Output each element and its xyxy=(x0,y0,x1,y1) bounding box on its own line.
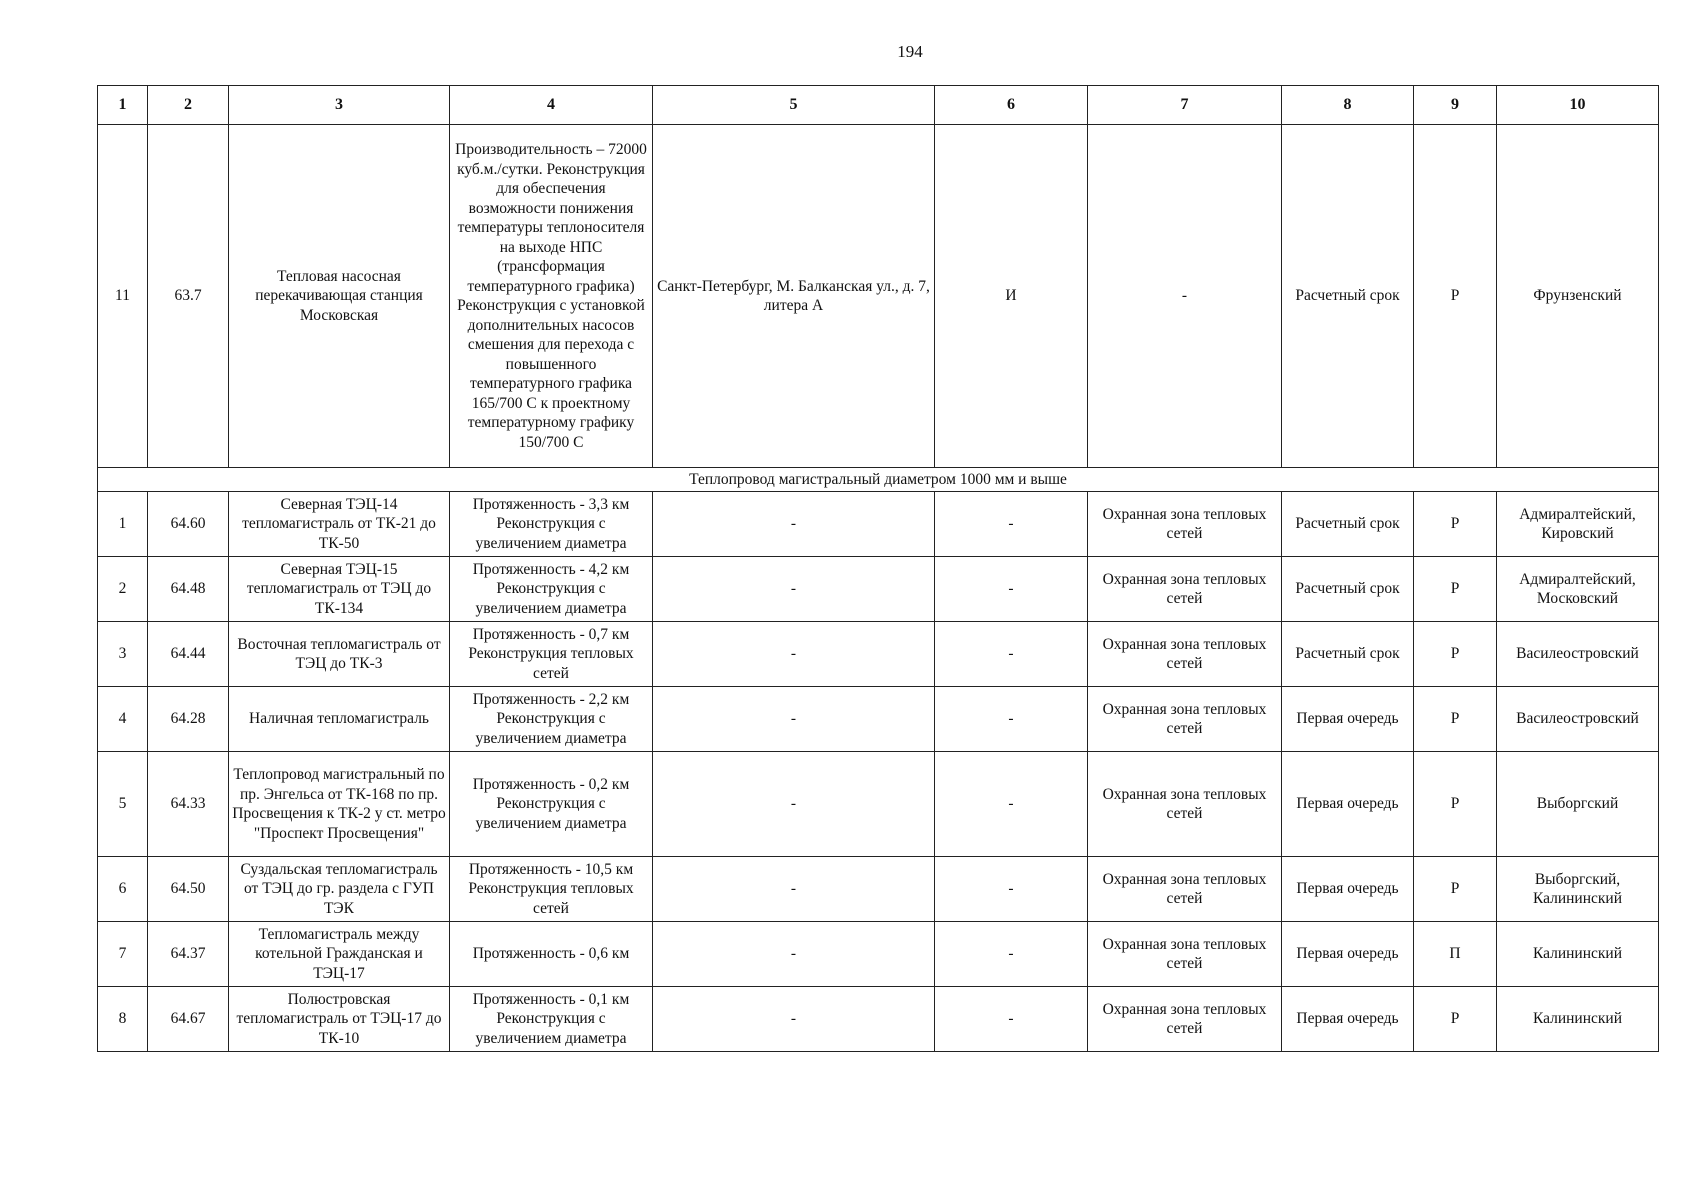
column-6-cell: - xyxy=(935,492,1088,557)
column-6-cell: И xyxy=(935,125,1088,468)
term-cell: Расчетный срок xyxy=(1282,125,1414,468)
column-9-cell: Р xyxy=(1414,622,1497,687)
address-cell: - xyxy=(653,557,935,622)
row-number-cell: 6 xyxy=(98,857,148,922)
characteristics-cell: Протяженность - 2,2 км Реконструкция с увеличением диаметра xyxy=(450,687,653,752)
table-row xyxy=(98,857,1659,922)
object-name-cell: Северная ТЭЦ-14 тепломагистраль от ТК-21 до ТК-50 xyxy=(229,492,450,557)
zone-cell: Охранная зона тепловых сетей xyxy=(1088,922,1282,987)
column-6-cell: - xyxy=(935,752,1088,857)
address-cell: - xyxy=(653,622,935,687)
district-cell: Калининский xyxy=(1497,922,1659,987)
characteristics-cell: Протяженность - 10,5 км Реконструкция тепловых сетей xyxy=(450,857,653,922)
row-number-cell: 7 xyxy=(98,922,148,987)
object-name-cell: Наличная тепломагистраль xyxy=(229,687,450,752)
district-cell: Калининский xyxy=(1497,987,1659,1052)
address-cell: - xyxy=(653,752,935,857)
code-cell: 64.48 xyxy=(148,557,229,622)
address-cell: - xyxy=(653,687,935,752)
term-cell: Первая очередь xyxy=(1282,752,1414,857)
column-6-cell: - xyxy=(935,622,1088,687)
column-6-cell: - xyxy=(935,557,1088,622)
column-9-cell: Р xyxy=(1414,492,1497,557)
column-9-cell: П xyxy=(1414,922,1497,987)
table-row xyxy=(98,752,1659,857)
code-cell: 64.50 xyxy=(148,857,229,922)
table-row xyxy=(98,687,1659,752)
header-cell: 1 xyxy=(98,86,148,125)
address-cell: - xyxy=(653,987,935,1052)
object-name-cell: Восточная тепломагистраль от ТЭЦ до ТК-3 xyxy=(229,622,450,687)
zone-cell: Охранная зона тепловых сетей xyxy=(1088,492,1282,557)
district-cell: Адмиралтейский, Московский xyxy=(1497,557,1659,622)
data-table xyxy=(97,85,1659,1052)
zone-cell: - xyxy=(1088,125,1282,468)
characteristics-cell: Протяженность - 0,7 км Реконструкция тепловых сетей xyxy=(450,622,653,687)
object-name-cell: Тепловая насосная перекачивающая станция Московская xyxy=(229,125,450,468)
header-cell: 2 xyxy=(148,86,229,125)
district-cell: Фрунзенский xyxy=(1497,125,1659,468)
section-row xyxy=(98,468,1659,492)
column-9-cell: Р xyxy=(1414,987,1497,1052)
district-cell: Василеостровский xyxy=(1497,622,1659,687)
address-cell: Санкт-Петербург, М. Балканская ул., д. 7, литера А xyxy=(653,125,935,468)
zone-cell: Охранная зона тепловых сетей xyxy=(1088,987,1282,1052)
row-number-cell: 8 xyxy=(98,987,148,1052)
table-row xyxy=(98,125,1659,468)
column-6-cell: - xyxy=(935,857,1088,922)
code-cell: 64.37 xyxy=(148,922,229,987)
header-cell: 7 xyxy=(1088,86,1282,125)
object-name-cell: Северная ТЭЦ-15 тепломагистраль от ТЭЦ до ТК-134 xyxy=(229,557,450,622)
table-row xyxy=(98,622,1659,687)
code-cell: 64.28 xyxy=(148,687,229,752)
object-name-cell: Тепломагистраль между котельной Гражданская и ТЭЦ-17 xyxy=(229,922,450,987)
row-number-cell: 4 xyxy=(98,687,148,752)
column-9-cell: Р xyxy=(1414,857,1497,922)
characteristics-cell: Протяженность - 0,1 км Реконструкция с увеличением диаметра xyxy=(450,987,653,1052)
object-name-cell: Полюстровская тепломагистраль от ТЭЦ-17 до ТК-10 xyxy=(229,987,450,1052)
characteristics-cell: Протяженность - 3,3 км Реконструкция с увеличением диаметра xyxy=(450,492,653,557)
zone-cell: Охранная зона тепловых сетей xyxy=(1088,752,1282,857)
column-6-cell: - xyxy=(935,987,1088,1052)
code-cell: 64.44 xyxy=(148,622,229,687)
code-cell: 64.60 xyxy=(148,492,229,557)
page-number: 194 xyxy=(897,42,923,61)
table-row xyxy=(98,922,1659,987)
header-cell: 5 xyxy=(653,86,935,125)
header-cell: 10 xyxy=(1497,86,1659,125)
row-number-cell: 3 xyxy=(98,622,148,687)
header-cell: 3 xyxy=(229,86,450,125)
zone-cell: Охранная зона тепловых сетей xyxy=(1088,557,1282,622)
district-cell: Адмиралтейский, Кировский xyxy=(1497,492,1659,557)
header-cell: 4 xyxy=(450,86,653,125)
table-row xyxy=(98,492,1659,557)
term-cell: Расчетный срок xyxy=(1282,622,1414,687)
term-cell: Расчетный срок xyxy=(1282,557,1414,622)
column-9-cell: Р xyxy=(1414,557,1497,622)
object-name-cell: Суздальская тепломагистраль от ТЭЦ до гр. раздела с ГУП ТЭК xyxy=(229,857,450,922)
table-row xyxy=(98,987,1659,1052)
code-cell: 64.67 xyxy=(148,987,229,1052)
zone-cell: Охранная зона тепловых сетей xyxy=(1088,687,1282,752)
code-cell: 63.7 xyxy=(148,125,229,468)
header-row xyxy=(98,86,1659,125)
header-cell: 8 xyxy=(1282,86,1414,125)
header-cell: 6 xyxy=(935,86,1088,125)
term-cell: Первая очередь xyxy=(1282,687,1414,752)
row-number-cell: 5 xyxy=(98,752,148,857)
column-9-cell: Р xyxy=(1414,687,1497,752)
address-cell: - xyxy=(653,857,935,922)
characteristics-cell: Протяженность - 4,2 км Реконструкция с увеличением диаметра xyxy=(450,557,653,622)
header-cell: 9 xyxy=(1414,86,1497,125)
zone-cell: Охранная зона тепловых сетей xyxy=(1088,622,1282,687)
row-number-cell: 2 xyxy=(98,557,148,622)
term-cell: Первая очередь xyxy=(1282,987,1414,1052)
characteristics-cell: Протяженность - 0,6 км xyxy=(450,922,653,987)
characteristics-cell: Протяженность - 0,2 км Реконструкция с увеличением диаметра xyxy=(450,752,653,857)
table-row xyxy=(98,557,1659,622)
column-6-cell: - xyxy=(935,687,1088,752)
row-number-cell: 1 xyxy=(98,492,148,557)
column-6-cell: - xyxy=(935,922,1088,987)
term-cell: Первая очередь xyxy=(1282,922,1414,987)
row-number-cell: 11 xyxy=(98,125,148,468)
term-cell: Расчетный срок xyxy=(1282,492,1414,557)
district-cell: Василеостровский xyxy=(1497,687,1659,752)
object-name-cell: Теплопровод магистральный по пр. Энгельса от ТК-168 по пр. Просвещения к ТК-2 у ст. метро "Проспект Просвещения" xyxy=(229,752,450,857)
address-cell: - xyxy=(653,922,935,987)
address-cell: - xyxy=(653,492,935,557)
district-cell: Выборгский, Калининский xyxy=(1497,857,1659,922)
characteristics-cell: Производительность – 72000 куб.м./сутки. Реконструкция для обеспечения возможности понижения температуры теплоносителя на выходе НПС (трансформация температурного графика) Реконструкция с установкой дополнительных насосов смешения для перехода с повышенного температурного графика 165/700 С к проектному температурному графику 150/700 С xyxy=(450,125,653,468)
column-9-cell: Р xyxy=(1414,125,1497,468)
code-cell: 64.33 xyxy=(148,752,229,857)
column-9-cell: Р xyxy=(1414,752,1497,857)
zone-cell: Охранная зона тепловых сетей xyxy=(1088,857,1282,922)
term-cell: Первая очередь xyxy=(1282,857,1414,922)
section-title: Теплопровод магистральный диаметром 1000 мм и выше xyxy=(98,468,1659,492)
district-cell: Выборгский xyxy=(1497,752,1659,857)
